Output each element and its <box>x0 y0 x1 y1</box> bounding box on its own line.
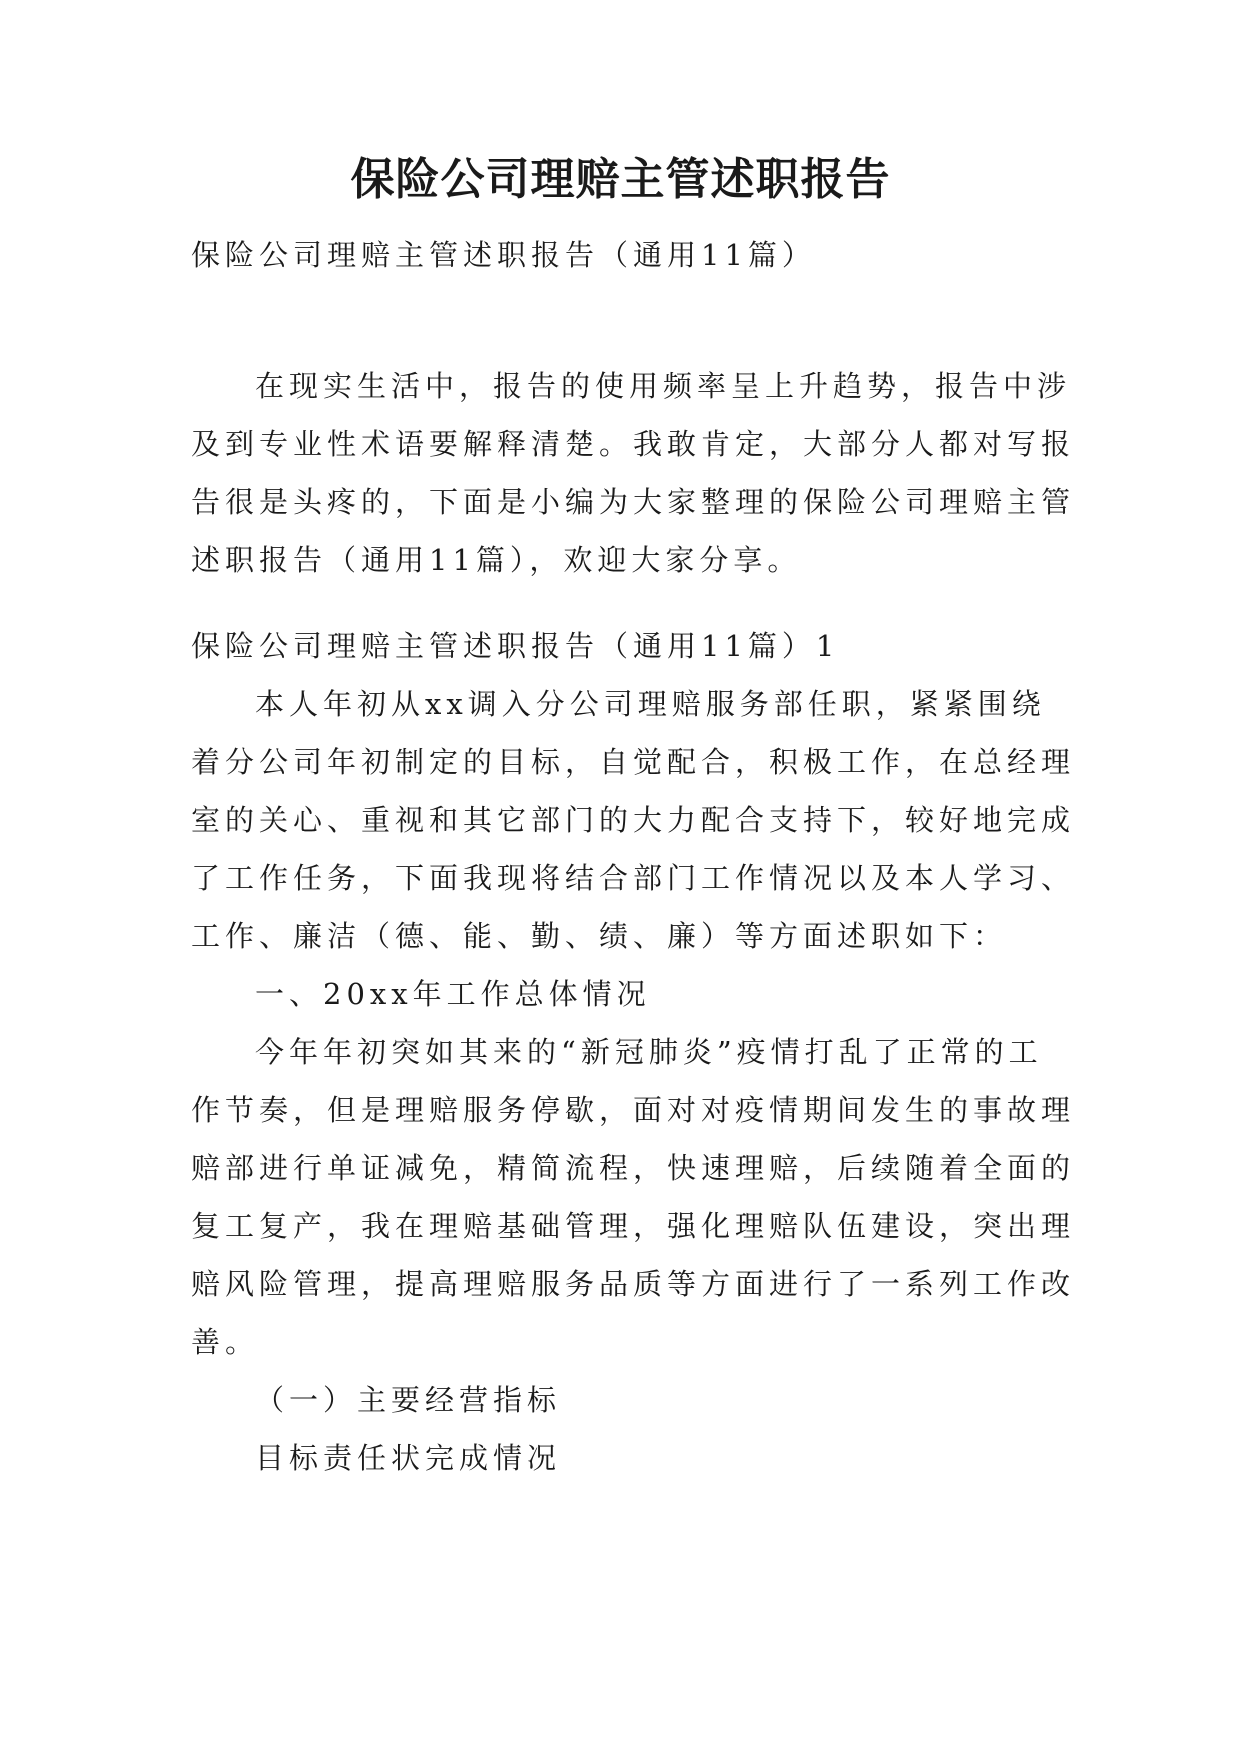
para1-line: 本人年初从xx调入分公司理赔服务部任职，紧紧围绕 <box>255 687 1046 721</box>
intro-line: 告很是头疼的，下面是小编为大家整理的保险公司理赔主管 <box>191 485 1076 519</box>
para2-line: 赔部进行单证减免，精简流程，快速理赔，后续随着全面的 <box>191 1151 1076 1185</box>
para2-line: 复工复产，我在理赔基础管理，强化理赔队伍建设，突出理 <box>191 1209 1076 1243</box>
document-title: 保险公司理赔主管述职报告 <box>350 154 891 205</box>
heading-main-indicators: （一）主要经营指标 <box>255 1383 562 1417</box>
para1-line: 工作、廉洁（德、能、勤、绩、廉）等方面述职如下： <box>191 919 1008 953</box>
para2-line: 善。 <box>191 1325 260 1359</box>
para2-line: 作节奏，但是理赔服务停歇，面对对疫情期间发生的事故理 <box>191 1093 1076 1127</box>
section-heading: 保险公司理赔主管述职报告（通用11篇）1 <box>191 629 840 663</box>
intro-paragraph <box>191 357 1076 589</box>
intro-line: 在现实生活中，报告的使用频率呈上升趋势，报告中涉 <box>255 369 1072 403</box>
document-subtitle <box>191 226 1061 284</box>
section-body <box>191 617 1076 1487</box>
para2-line: 今年年初突如其来的“新冠肺炎”疫情打乱了正常的工 <box>255 1035 1043 1069</box>
subtitle-line: 保险公司理赔主管述职报告（通用11篇） <box>191 238 816 272</box>
heading-target-completion: 目标责任状完成情况 <box>255 1441 562 1475</box>
para2-line: 赔风险管理，提高理赔服务品质等方面进行了一系列工作改 <box>191 1267 1076 1301</box>
para1-line: 室的关心、重视和其它部门的大力配合支持下，较好地完成 <box>191 803 1076 837</box>
intro-line: 述职报告（通用11篇），欢迎大家分享。 <box>191 543 802 577</box>
para1-line: 了工作任务，下面我现将结合部门工作情况以及本人学习、 <box>191 861 1076 895</box>
heading-overview: 一、20xx年工作总体情况 <box>255 977 651 1011</box>
para1-line: 着分公司年初制定的目标，自觉配合，积极工作，在总经理 <box>191 745 1076 779</box>
intro-line: 及到专业性术语要解释清楚。我敢肯定，大部分人都对写报 <box>191 427 1076 461</box>
